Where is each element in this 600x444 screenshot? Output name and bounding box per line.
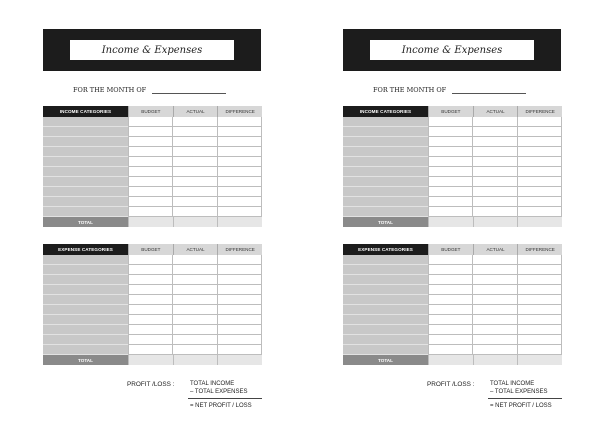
expense-total-budget[interactable] <box>428 355 473 365</box>
table-cell[interactable] <box>429 335 472 345</box>
table-cell[interactable] <box>218 285 261 295</box>
expense-category-column[interactable] <box>343 255 428 355</box>
table-cell[interactable] <box>218 117 261 127</box>
table-cell[interactable] <box>518 157 561 167</box>
table-cell[interactable] <box>473 325 516 335</box>
table-cell[interactable] <box>129 187 172 197</box>
table-cell[interactable] <box>218 295 261 305</box>
expense-difference-column[interactable] <box>217 255 262 355</box>
total-expenses-line: – TOTAL EXPENSES <box>490 389 548 395</box>
table-cell[interactable] <box>173 177 216 187</box>
expense-table <box>343 244 562 365</box>
table-cell[interactable] <box>43 187 128 197</box>
table-cell[interactable] <box>43 177 128 187</box>
expense-total-label: TOTAL <box>343 355 428 365</box>
table-cell[interactable] <box>218 167 261 177</box>
table-cell[interactable] <box>473 305 516 315</box>
table-cell[interactable] <box>429 345 472 355</box>
table-cell[interactable] <box>218 187 261 197</box>
table-cell[interactable] <box>343 177 428 187</box>
profit-loss-label: PROFIT /LOSS : <box>127 381 175 388</box>
table-cell[interactable] <box>173 285 216 295</box>
table-cell[interactable] <box>43 167 128 177</box>
month-input-line[interactable] <box>152 84 226 94</box>
difference-header: DIFFERENCE <box>517 106 562 117</box>
table-cell[interactable] <box>473 117 516 127</box>
income-table-body <box>343 117 562 217</box>
table-cell[interactable] <box>173 187 216 197</box>
table-cell[interactable] <box>43 207 128 217</box>
budget-header: BUDGET <box>428 244 473 255</box>
table-cell[interactable] <box>343 335 428 345</box>
table-cell[interactable] <box>518 117 561 127</box>
table-cell[interactable] <box>343 167 428 177</box>
table-cell[interactable] <box>518 315 561 325</box>
income-total-difference[interactable] <box>217 217 262 227</box>
table-cell[interactable] <box>43 127 128 137</box>
table-cell[interactable] <box>43 275 128 285</box>
table-cell[interactable] <box>518 295 561 305</box>
table-cell[interactable] <box>343 255 428 265</box>
table-cell[interactable] <box>218 315 261 325</box>
income-difference-column[interactable] <box>217 117 262 217</box>
table-cell[interactable] <box>429 295 472 305</box>
income-total-row <box>343 217 562 227</box>
table-cell[interactable] <box>129 345 172 355</box>
table-cell[interactable] <box>518 207 561 217</box>
difference-header: DIFFERENCE <box>217 106 262 117</box>
expense-difference-column[interactable] <box>517 255 562 355</box>
table-cell[interactable] <box>173 157 216 167</box>
table-cell[interactable] <box>173 147 216 157</box>
month-label: FOR THE MONTH OF <box>373 86 447 94</box>
title-banner <box>343 29 561 71</box>
table-cell[interactable] <box>43 325 128 335</box>
table-cell[interactable] <box>429 147 472 157</box>
table-cell[interactable] <box>473 187 516 197</box>
total-income-line: TOTAL INCOME <box>190 381 235 387</box>
expense-total-budget[interactable] <box>128 355 173 365</box>
table-cell[interactable] <box>43 255 128 265</box>
table-cell[interactable] <box>518 187 561 197</box>
month-label: FOR THE MONTH OF <box>73 86 147 94</box>
net-profit-line: = NET PROFIT / LOSS <box>190 403 252 409</box>
table-cell[interactable] <box>173 137 216 147</box>
table-cell[interactable] <box>429 117 472 127</box>
table-cell[interactable] <box>429 177 472 187</box>
table-cell[interactable] <box>129 137 172 147</box>
table-cell[interactable] <box>473 157 516 167</box>
expense-table-header <box>43 244 262 255</box>
table-cell[interactable] <box>129 207 172 217</box>
table-cell[interactable] <box>218 345 261 355</box>
table-cell[interactable] <box>473 147 516 157</box>
table-cell[interactable] <box>129 147 172 157</box>
table-cell[interactable] <box>343 157 428 167</box>
table-cell[interactable] <box>518 275 561 285</box>
table-cell[interactable] <box>473 345 516 355</box>
table-cell[interactable] <box>473 167 516 177</box>
table-cell[interactable] <box>473 197 516 207</box>
table-cell[interactable] <box>129 325 172 335</box>
total-income-line: TOTAL INCOME <box>490 381 535 387</box>
actual-header: ACTUAL <box>473 106 518 117</box>
table-cell[interactable] <box>518 137 561 147</box>
income-category-column[interactable] <box>43 117 128 217</box>
income-difference-column[interactable] <box>517 117 562 217</box>
income-table-header <box>343 106 562 117</box>
expense-actual-column[interactable] <box>172 255 216 355</box>
table-cell[interactable] <box>173 207 216 217</box>
expense-total-row <box>343 355 562 365</box>
table-cell[interactable] <box>429 285 472 295</box>
table-cell[interactable] <box>43 157 128 167</box>
table-cell[interactable] <box>473 335 516 345</box>
table-cell[interactable] <box>343 117 428 127</box>
table-cell[interactable] <box>473 265 516 275</box>
table-cell[interactable] <box>429 255 472 265</box>
table-cell[interactable] <box>473 207 516 217</box>
expense-categories-header: EXPENSE CATEGORIES <box>43 244 128 255</box>
table-cell[interactable] <box>43 295 128 305</box>
table-cell[interactable] <box>173 167 216 177</box>
income-total-actual[interactable] <box>473 217 518 227</box>
table-cell[interactable] <box>218 177 261 187</box>
income-table <box>43 106 262 227</box>
table-cell[interactable] <box>218 325 261 335</box>
budget-header: BUDGET <box>128 106 173 117</box>
table-cell[interactable] <box>129 265 172 275</box>
table-cell[interactable] <box>429 265 472 275</box>
table-cell[interactable] <box>343 325 428 335</box>
table-cell[interactable] <box>129 197 172 207</box>
table-cell[interactable] <box>43 197 128 207</box>
table-cell[interactable] <box>343 265 428 275</box>
difference-header: DIFFERENCE <box>517 244 562 255</box>
table-cell[interactable] <box>343 147 428 157</box>
summary-divider <box>488 398 562 399</box>
page-title: Income & Expenses <box>370 40 534 60</box>
table-cell[interactable] <box>518 197 561 207</box>
table-cell[interactable] <box>343 345 428 355</box>
budget-header: BUDGET <box>428 106 473 117</box>
table-cell[interactable] <box>218 157 261 167</box>
expense-table-body <box>43 255 262 355</box>
table-cell[interactable] <box>429 157 472 167</box>
table-cell[interactable] <box>218 255 261 265</box>
expense-total-row <box>43 355 262 365</box>
table-cell[interactable] <box>43 137 128 147</box>
table-cell[interactable] <box>218 127 261 137</box>
table-cell[interactable] <box>518 127 561 137</box>
table-cell[interactable] <box>43 265 128 275</box>
table-cell[interactable] <box>218 147 261 157</box>
income-total-actual[interactable] <box>173 217 218 227</box>
table-cell[interactable] <box>518 167 561 177</box>
table-cell[interactable] <box>173 335 216 345</box>
expense-table-header <box>343 244 562 255</box>
table-cell[interactable] <box>43 335 128 345</box>
table-cell[interactable] <box>43 285 128 295</box>
table-cell[interactable] <box>173 345 216 355</box>
table-cell[interactable] <box>343 285 428 295</box>
table-cell[interactable] <box>518 255 561 265</box>
table-cell[interactable] <box>429 127 472 137</box>
table-cell[interactable] <box>473 255 516 265</box>
table-cell[interactable] <box>173 197 216 207</box>
table-cell[interactable] <box>129 305 172 315</box>
page-title: Income & Expenses <box>70 40 234 60</box>
month-row <box>73 82 226 94</box>
table-cell[interactable] <box>429 197 472 207</box>
table-cell[interactable] <box>173 315 216 325</box>
table-cell[interactable] <box>129 285 172 295</box>
month-input-line[interactable] <box>452 84 526 94</box>
summary-divider <box>188 398 262 399</box>
income-total-difference[interactable] <box>517 217 562 227</box>
table-cell[interactable] <box>473 315 516 325</box>
income-budget-column[interactable] <box>128 117 172 217</box>
table-cell[interactable] <box>173 305 216 315</box>
table-cell[interactable] <box>129 157 172 167</box>
table-cell[interactable] <box>218 197 261 207</box>
table-cell[interactable] <box>429 275 472 285</box>
expense-budget-column[interactable] <box>128 255 172 355</box>
table-cell[interactable] <box>129 167 172 177</box>
table-cell[interactable] <box>343 197 428 207</box>
profit-loss-lines <box>190 380 262 410</box>
net-profit-line: = NET PROFIT / LOSS <box>490 403 552 409</box>
expense-actual-column[interactable] <box>472 255 516 355</box>
table-cell[interactable] <box>343 305 428 315</box>
expense-total-actual[interactable] <box>173 355 218 365</box>
table-cell[interactable] <box>343 127 428 137</box>
table-cell[interactable] <box>173 127 216 137</box>
income-categories-header: INCOME CATEGORIES <box>343 106 428 117</box>
table-cell[interactable] <box>473 275 516 285</box>
table-cell[interactable] <box>218 305 261 315</box>
table-cell[interactable] <box>173 255 216 265</box>
actual-header: ACTUAL <box>173 106 218 117</box>
table-cell[interactable] <box>129 177 172 187</box>
table-cell[interactable] <box>429 137 472 147</box>
table-cell[interactable] <box>343 187 428 197</box>
table-cell[interactable] <box>518 265 561 275</box>
income-total-label: TOTAL <box>343 217 428 227</box>
table-cell[interactable] <box>173 265 216 275</box>
budget-header: BUDGET <box>128 244 173 255</box>
table-cell[interactable] <box>429 305 472 315</box>
table-cell[interactable] <box>343 295 428 305</box>
table-cell[interactable] <box>129 127 172 137</box>
table-cell[interactable] <box>173 117 216 127</box>
planner-page-left <box>43 0 263 444</box>
table-cell[interactable] <box>218 207 261 217</box>
table-cell[interactable] <box>218 275 261 285</box>
table-cell[interactable] <box>343 207 428 217</box>
actual-header: ACTUAL <box>473 244 518 255</box>
table-cell[interactable] <box>518 335 561 345</box>
table-cell[interactable] <box>43 147 128 157</box>
table-cell[interactable] <box>429 167 472 177</box>
income-table-header <box>43 106 262 117</box>
profit-loss-lines <box>490 380 562 410</box>
income-table-body <box>43 117 262 217</box>
income-total-label: TOTAL <box>43 217 128 227</box>
expense-total-label: TOTAL <box>43 355 128 365</box>
table-cell[interactable] <box>129 255 172 265</box>
expense-total-actual[interactable] <box>473 355 518 365</box>
table-cell[interactable] <box>173 325 216 335</box>
table-cell[interactable] <box>218 137 261 147</box>
table-cell[interactable] <box>473 285 516 295</box>
table-cell[interactable] <box>473 177 516 187</box>
actual-header: ACTUAL <box>173 244 218 255</box>
table-cell[interactable] <box>43 305 128 315</box>
table-cell[interactable] <box>518 147 561 157</box>
table-cell[interactable] <box>129 295 172 305</box>
table-cell[interactable] <box>218 335 261 345</box>
month-row <box>373 82 526 94</box>
difference-header: DIFFERENCE <box>217 244 262 255</box>
table-cell[interactable] <box>518 177 561 187</box>
income-total-row <box>43 217 262 227</box>
planner-page-right <box>343 0 563 444</box>
table-cell[interactable] <box>343 275 428 285</box>
table-cell[interactable] <box>129 275 172 285</box>
table-cell[interactable] <box>429 315 472 325</box>
table-cell[interactable] <box>173 295 216 305</box>
income-actual-column[interactable] <box>172 117 216 217</box>
title-banner <box>43 29 261 71</box>
income-category-column[interactable] <box>343 117 428 217</box>
table-cell[interactable] <box>43 117 128 127</box>
table-cell[interactable] <box>129 117 172 127</box>
expense-total-difference[interactable] <box>217 355 262 365</box>
profit-loss-label: PROFIT /LOSS : <box>427 381 475 388</box>
income-total-budget[interactable] <box>128 217 173 227</box>
income-total-budget[interactable] <box>428 217 473 227</box>
income-actual-column[interactable] <box>472 117 516 217</box>
table-cell[interactable] <box>518 345 561 355</box>
table-cell[interactable] <box>43 315 128 325</box>
table-cell[interactable] <box>518 325 561 335</box>
table-cell[interactable] <box>129 335 172 345</box>
table-cell[interactable] <box>43 345 128 355</box>
expense-table <box>43 244 262 365</box>
table-cell[interactable] <box>429 325 472 335</box>
income-budget-column[interactable] <box>428 117 472 217</box>
table-cell[interactable] <box>473 295 516 305</box>
expense-categories-header: EXPENSE CATEGORIES <box>343 244 428 255</box>
table-cell[interactable] <box>218 265 261 275</box>
table-cell[interactable] <box>473 137 516 147</box>
table-cell[interactable] <box>129 315 172 325</box>
total-expenses-line: – TOTAL EXPENSES <box>190 389 248 395</box>
table-cell[interactable] <box>518 305 561 315</box>
table-cell[interactable] <box>343 137 428 147</box>
expense-table-body <box>343 255 562 355</box>
table-cell[interactable] <box>518 285 561 295</box>
table-cell[interactable] <box>473 127 516 137</box>
table-cell[interactable] <box>343 315 428 325</box>
expense-category-column[interactable] <box>43 255 128 355</box>
table-cell[interactable] <box>429 207 472 217</box>
expense-total-difference[interactable] <box>517 355 562 365</box>
income-categories-header: INCOME CATEGORIES <box>43 106 128 117</box>
income-table <box>343 106 562 227</box>
expense-budget-column[interactable] <box>428 255 472 355</box>
table-cell[interactable] <box>429 187 472 197</box>
table-cell[interactable] <box>173 275 216 285</box>
